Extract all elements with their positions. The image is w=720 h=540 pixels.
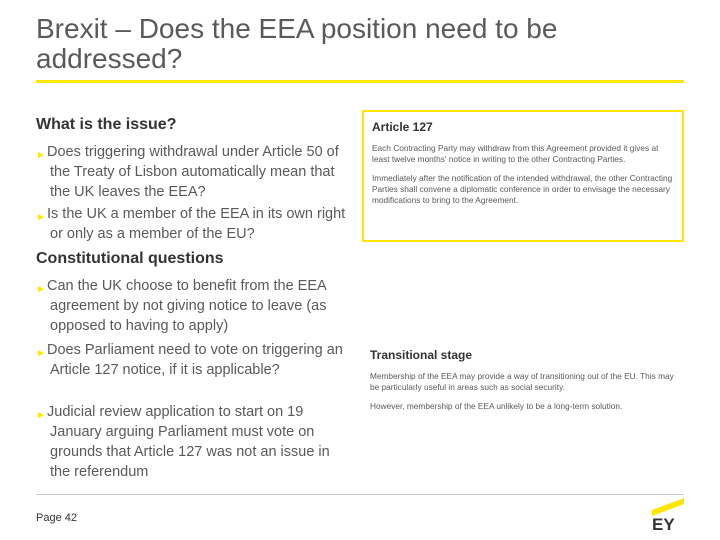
bullet-arrow-icon: ► <box>36 410 46 421</box>
transitional-stage-title: Transitional stage <box>370 348 473 362</box>
list-item <box>36 276 346 336</box>
list-item <box>36 340 346 380</box>
footer-divider <box>36 494 684 495</box>
transitional-stage-paragraph: However, membership of the EEA unlikely to be a long-term solution. <box>370 401 623 411</box>
article-127-box <box>362 110 684 242</box>
ey-logo-icon <box>650 496 686 532</box>
page-title: Brexit – Does the EEA position need to be addressed? <box>36 13 558 74</box>
constitutional-heading: Constitutional questions <box>36 250 224 267</box>
bullet-text: Does Parliament need to vote on triggering an Article 127 notice, if it is applicable? <box>47 342 343 378</box>
list-item <box>36 204 346 244</box>
article-127-paragraph: Each Contracting Party may withdraw from this Agreement provided it gives at least twelve months' notice in writing to the other Contracting Parties. <box>372 143 659 164</box>
bullet-text: Judicial review application to start on 19 January arguing Parliament must vote on grounds that Article 127 was not an issue in the referendum <box>47 404 330 480</box>
list-item <box>36 142 346 202</box>
bullet-arrow-icon: ► <box>36 212 46 223</box>
bullet-text: Can the UK choose to benefit from the EEA agreement by not giving notice to leave (as opposed to having to apply) <box>47 278 327 334</box>
bullet-text: Is the UK a member of the EEA in its own right or only as a member of the EU? <box>47 206 346 242</box>
ey-logo-beam <box>652 498 684 516</box>
transitional-stage-paragraph: Membership of the EEA may provide a way of transitioning out of the EU. This may be particularly useful in areas such as social security. <box>370 371 674 392</box>
list-item <box>36 402 346 482</box>
issue-heading: What is the issue? <box>36 116 177 133</box>
bullet-arrow-icon: ► <box>36 150 46 161</box>
bullet-text: Does triggering withdrawal under Article 50 of the Treaty of Lisbon automatically mean that the UK leaves the EEA? <box>47 144 339 200</box>
ey-logo-text: EY <box>652 515 675 532</box>
title-underline <box>36 80 684 83</box>
transitional-stage-box <box>362 338 684 438</box>
bullet-arrow-icon: ► <box>36 284 46 295</box>
page-number: Page 42 <box>36 512 77 524</box>
bullet-arrow-icon: ► <box>36 348 46 359</box>
article-127-paragraph: Immediately after the notification of the intended withdrawal, the other Contracting Parties shall convene a diplomatic conference in order to envisage the necessary modifications to bring to the Agreement. <box>372 173 673 205</box>
article-127-title: Article 127 <box>372 120 433 134</box>
